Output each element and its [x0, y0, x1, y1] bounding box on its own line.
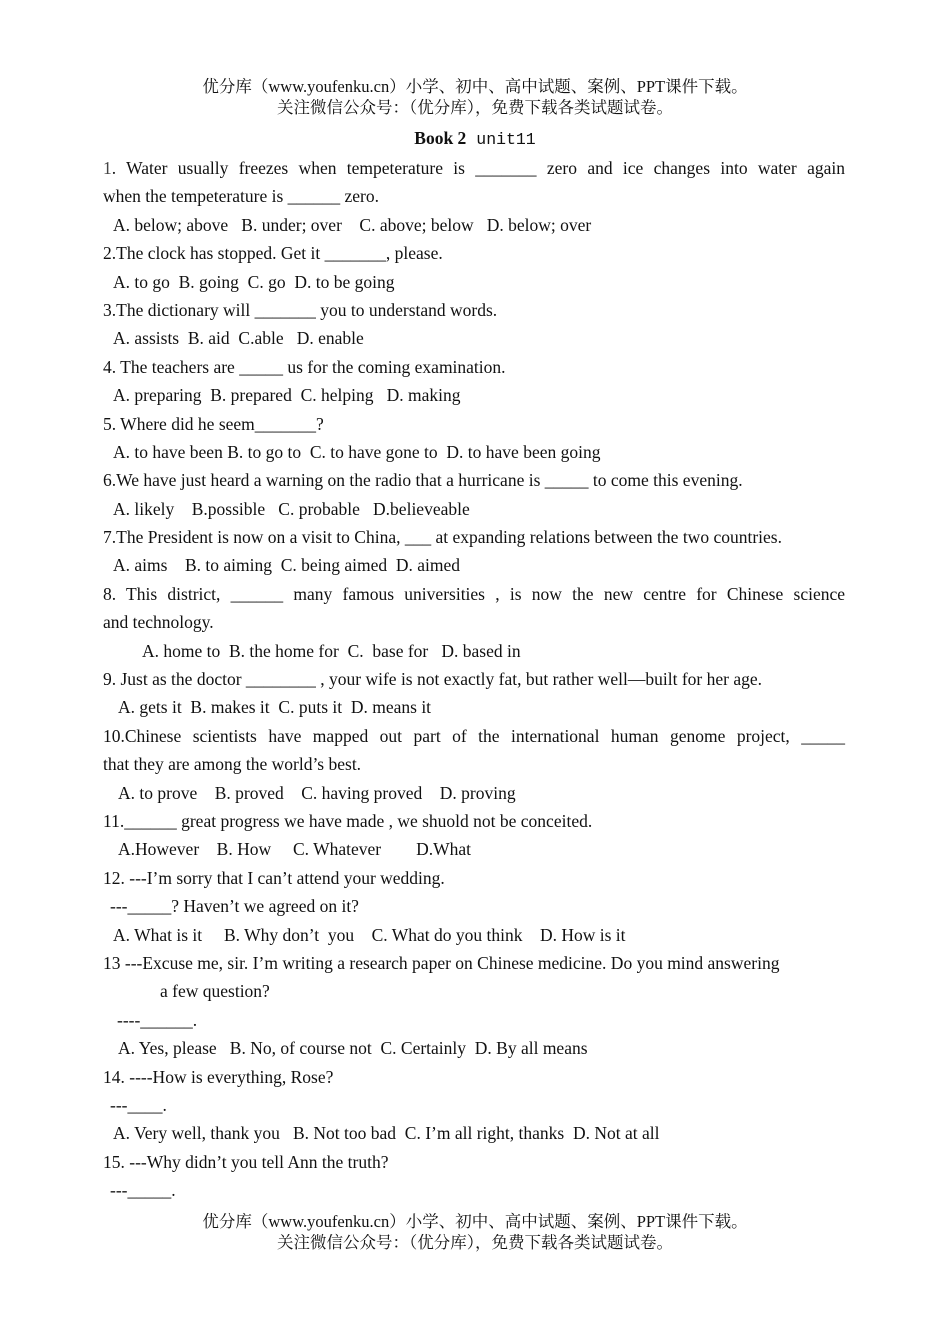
question-1-stem-cont: when the tempeterature is ______ zero.: [103, 186, 380, 207]
question-13-stem: 13 ---Excuse me, sir. I’m writing a research paper on Chinese medicine. Do you mind answering: [103, 952, 780, 973]
title-book: Book 2: [414, 128, 467, 148]
header-line-2: 关注微信公众号：（优分库），免费下载各类试题试卷。: [277, 98, 673, 117]
question-8-stem-cont: and technology.: [103, 612, 214, 633]
question-11-options: A.However B. How C. Whatever D.What: [118, 839, 471, 860]
question-7-stem: 7.The President is now on a visit to China, ___ at expanding relations between the two countries.: [103, 527, 782, 548]
question-14-answer-line: ---____.: [110, 1094, 167, 1115]
page-title: [0, 128, 950, 149]
page-footer: [0, 1211, 950, 1253]
question-12-answer-line: ---_____? Haven’t we agreed on it?: [110, 896, 359, 917]
question-14-stem: 14. ----How is everything, Rose?: [103, 1066, 334, 1087]
question-10-stem: 10.Chinese scientists have mapped out part of the international human genome project, _____: [103, 725, 845, 746]
question-13-options: A. Yes, please B. No, of course not C. Certainly D. By all means: [118, 1038, 588, 1059]
question-8-options: A. home to B. the home for C. base for D. based in: [142, 640, 521, 661]
question-14-options: A. Very well, thank you B. Not too bad C. I’m all right, thanks D. Not at all: [113, 1123, 660, 1144]
question-4-options: A. preparing B. prepared C. helping D. making: [113, 385, 461, 406]
question-1-stem: [103, 154, 845, 182]
question-1-number: 1: [103, 158, 112, 178]
question-8-stem: 8. This district, ______ many famous universities , is now the new centre for Chinese science: [103, 583, 845, 604]
question-2-stem: 2.The clock has stopped. Get it _______, please.: [103, 243, 443, 264]
question-12-options: A. What is it B. Why don’t you C. What do you think D. How is it: [113, 924, 626, 945]
question-13-stem-cont: a few question?: [160, 981, 270, 1002]
question-9-stem: 9. Just as the doctor ________ , your wife is not exactly fat, but rather well—built for her age.: [103, 669, 763, 690]
question-15-stem: 15. ---Why didn’t you tell Ann the truth?: [103, 1151, 389, 1172]
question-1-text: . Water usually freezes when tempeterature is _______ zero and ice changes into water again: [111, 158, 845, 178]
question-7-options: A. aims B. to aiming C. being aimed D. aimed: [113, 555, 461, 576]
question-5-stem: 5. Where did he seem_______?: [103, 413, 324, 434]
title-unit: unit11: [476, 130, 536, 149]
question-3-stem: 3.The dictionary will _______ you to understand words.: [103, 299, 498, 320]
page-header: [0, 76, 950, 118]
footer-line-2: 关注微信公众号：（优分库），免费下载各类试题试卷。: [277, 1233, 673, 1252]
question-6-options: A. likely B.possible C. probable D.believeable: [113, 498, 470, 519]
question-4-stem: 4. The teachers are _____ us for the coming examination.: [103, 356, 506, 377]
question-1-options: A. below; above B. under; over C. above; below D. below; over: [113, 214, 592, 235]
header-line-1: 优分库（www.youfenku.cn）小学、初中、高中试题、案例、PPT课件下载。: [202, 77, 748, 96]
question-9-options: A. gets it B. makes it C. puts it D. means it: [118, 697, 432, 718]
question-10-stem-cont: that they are among the world’s best.: [103, 754, 362, 775]
question-5-options: A. to have been B. to go to C. to have gone to D. to have been going: [113, 441, 601, 462]
question-2-options: A. to go B. going C. go D. to be going: [113, 271, 395, 292]
question-11-stem: 11.______ great progress we have made , we shuold not be conceited.: [103, 810, 593, 831]
footer-line-1: 优分库（www.youfenku.cn）小学、初中、高中试题、案例、PPT课件下载。: [202, 1212, 748, 1231]
question-6-stem: 6.We have just heard a warning on the radio that a hurricane is _____ to come this evening.: [103, 470, 743, 491]
question-3-options: A. assists B. aid C.able D. enable: [113, 328, 364, 349]
question-13-answer-line: ----______.: [117, 1009, 198, 1030]
question-10-options: A. to prove B. proved C. having proved D. proving: [118, 782, 516, 803]
question-15-answer-line: ---_____.: [110, 1180, 176, 1201]
question-12-stem: 12. ---I’m sorry that I can’t attend your wedding.: [103, 867, 445, 888]
question-list: [103, 154, 845, 1204]
